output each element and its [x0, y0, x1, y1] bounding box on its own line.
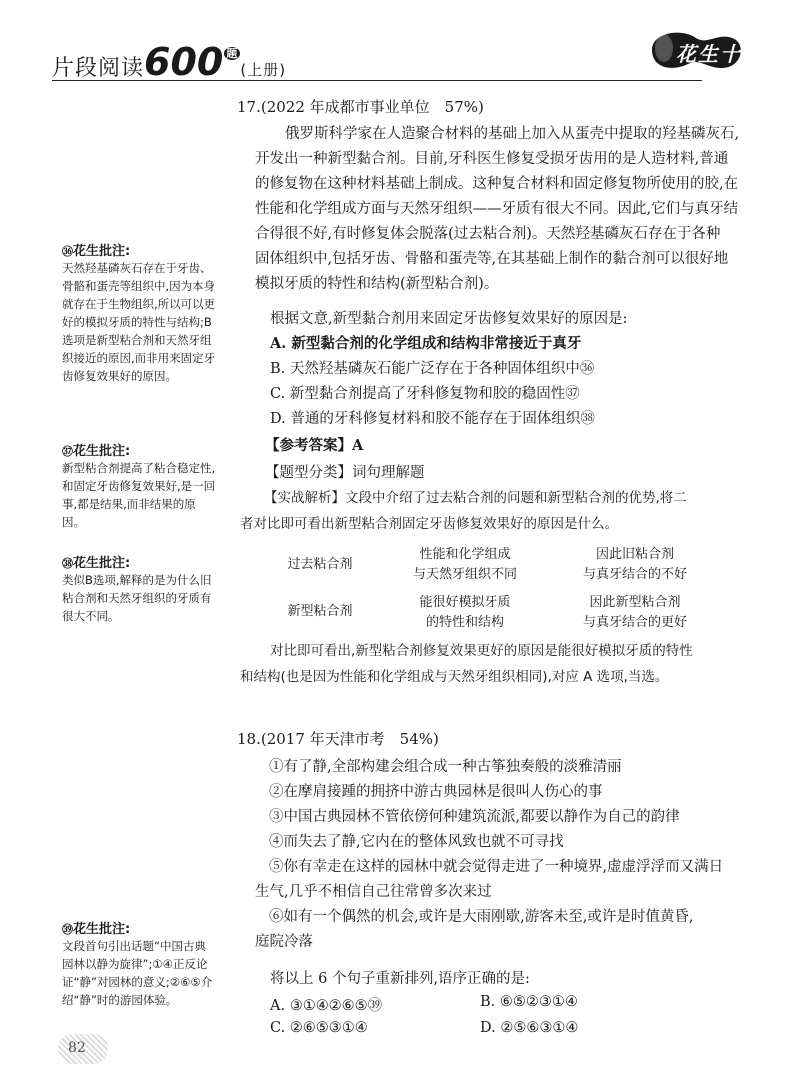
table-row-name: 新型粘合剂: [287, 604, 353, 619]
passage-line: 固体组织中,包括牙齿、骨骼和蛋壳等,在其基础上制作的黏合剂可以很好地: [255, 251, 729, 267]
table-row-name: 过去粘合剂: [287, 557, 353, 572]
side-note-title: ㊴花生批注:: [62, 922, 131, 937]
option-b: B. ⑥⑤②③①④: [480, 994, 578, 1010]
passage-line: 合得很不好,有时修复体会脱落(过去粘合剂)。天然羟基磷灰石存在于各种: [255, 226, 721, 242]
option-a: A. 新型黏合剂的化学组成和结构非常接近于真牙: [270, 335, 582, 352]
conclusion-line: 和结构(也是因为性能和化学组成与天然牙组织相同),对应 A 选项,当选。: [240, 669, 669, 685]
question-category: 【题型分类】词句理解题: [265, 465, 425, 481]
side-note-title: ㊱花生批注:: [62, 244, 131, 259]
brand-logo: 花生十三: [642, 26, 744, 74]
sentence-line: ④而失去了静,它内在的整体风致也就不可寻找: [269, 834, 564, 850]
conclusion-line: 对比即可看出,新型粘合剂修复效果更好的原因是能很好模拟牙质的特性: [270, 643, 693, 659]
side-note-body: 天然羟基磷灰石存在于牙齿、骨骼和蛋壳等组织中,因为本身就存在于生物组织,所以可以更好的模拟牙质的特性与结构;B选项是新型粘合剂和天然牙组织接近的原因,而非用来固定牙齿修复效果好的原因。: [62, 261, 216, 383]
answer-key: 【参考答案】A: [265, 437, 364, 454]
passage-line: 性能和化学组成方面与天然牙组织——牙质有很大不同。因此,它们与真牙结: [255, 201, 739, 217]
side-note-title: ㊳花生批注:: [62, 556, 131, 571]
book-title: 片段阅读600 $^题$(上册): [52, 40, 287, 84]
question-17-header: 17.(2022 年成都市事业单位 57%): [237, 98, 484, 116]
option-a: A. ③①④②⑥⑤㊴: [270, 998, 383, 1014]
sentence-line: 庭院冷落: [255, 934, 313, 950]
option-d: D. 普通的牙科修复材料和胶不能存在于固体组织㊳: [270, 411, 595, 427]
passage-line: 模拟牙质的特性和结构(新型粘合剂)。: [255, 276, 499, 292]
question-18-stem: 将以上 6 个句子重新排列,语序正确的是:: [270, 971, 530, 987]
passage-line: 开发出一种新型黏合剂。目前,牙科医生修复受损牙齿用的是人造材料,普通: [255, 151, 729, 167]
sentence-line: ⑥如有一个偶然的机会,或许是大雨刚歇,游客未至,或许是时值黄昏,: [269, 909, 694, 925]
conclusion: [240, 638, 750, 690]
question-17-passage: [255, 122, 750, 297]
option-b: B. 天然羟基磷灰石能广泛存在于各种固体组织中㊱: [270, 361, 595, 377]
option-d: D. ②⑤⑥③①④: [480, 1020, 579, 1036]
table-cell: 因此新型粘合剂 与真牙结合的更好: [582, 595, 687, 630]
sentence-line: ⑤你有幸走在这样的园林中就会觉得走进了一种境界,虚虚浮浮而又满日: [269, 859, 724, 875]
sentence-line: ②在摩肩接踵的拥挤中游古典园林是很叫人伤心的事: [269, 784, 603, 800]
passage-line: 俄罗斯科学家在人造聚合材料的基础上加入从蛋壳中提取的羟基磷灰石,: [285, 126, 740, 142]
option-c: C. 新型黏合剂提高了牙科修复物和胶的稳固性㊲: [270, 386, 580, 402]
table-cell: 因此旧粘合剂 与真牙结合的不好: [582, 547, 687, 582]
side-note-body: 新型粘合剂提高了粘合稳定性,和固定牙齿修复效果好,是一回事,都是结果,而非结果的原因。: [62, 461, 216, 529]
side-note: [62, 440, 217, 531]
analysis: [240, 485, 750, 537]
sentence-line: ①有了静,全部构建会组合成一种古筝独奏般的淡雅清丽: [269, 759, 622, 775]
analysis-line: 者对比即可看出新型粘合剂固定牙齿修复效果好的原因是什么。: [240, 516, 618, 532]
side-note: [62, 552, 217, 625]
passage-line: 的修复物在这种材料基础上制成。这种复合材料和固定修复物所使用的胶,在: [255, 176, 739, 192]
table-cell: 性能和化学组成 与天然牙组织不同: [412, 547, 517, 582]
side-note-title: ㊲花生批注:: [62, 444, 131, 459]
sentence-line: ③中国古典园林不管依傍何种建筑流派,都要以静作为自己的韵律: [269, 809, 680, 825]
sentence-line: 生气,几乎不相信自己往常曾多次来过: [255, 884, 492, 900]
analysis-line: 【实战解析】文段中介绍了过去粘合剂的问题和新型粘合剂的优势,将二: [264, 490, 687, 506]
option-c: C. ②⑥⑤③①④: [270, 1020, 368, 1036]
table-cell: 能很好模拟牙质 的特性和结构: [419, 595, 511, 630]
side-note: [62, 240, 217, 385]
header-divider: [52, 80, 702, 81]
side-note-body: 文段首句引出话题“中国古典园林以静为旋律”;①④正反论证“静”对园林的意义;②⑥⑤介绍“静”时的游园体验。: [62, 939, 213, 1007]
question-18-header: 18.(2017 年天津市考 54%): [237, 730, 439, 748]
comparison-table: [265, 545, 725, 635]
side-note: [62, 918, 217, 1009]
side-note-body: 类似B选项,解释的是为什么旧粘合剂和天然牙组织的牙质有很大不同。: [62, 573, 212, 623]
page-number: 82: [68, 1040, 86, 1056]
question-17-stem: 根据文意,新型黏合剂用来固定牙齿修复效果好的原因是:: [270, 311, 628, 327]
question-18-sentences: [255, 755, 750, 955]
